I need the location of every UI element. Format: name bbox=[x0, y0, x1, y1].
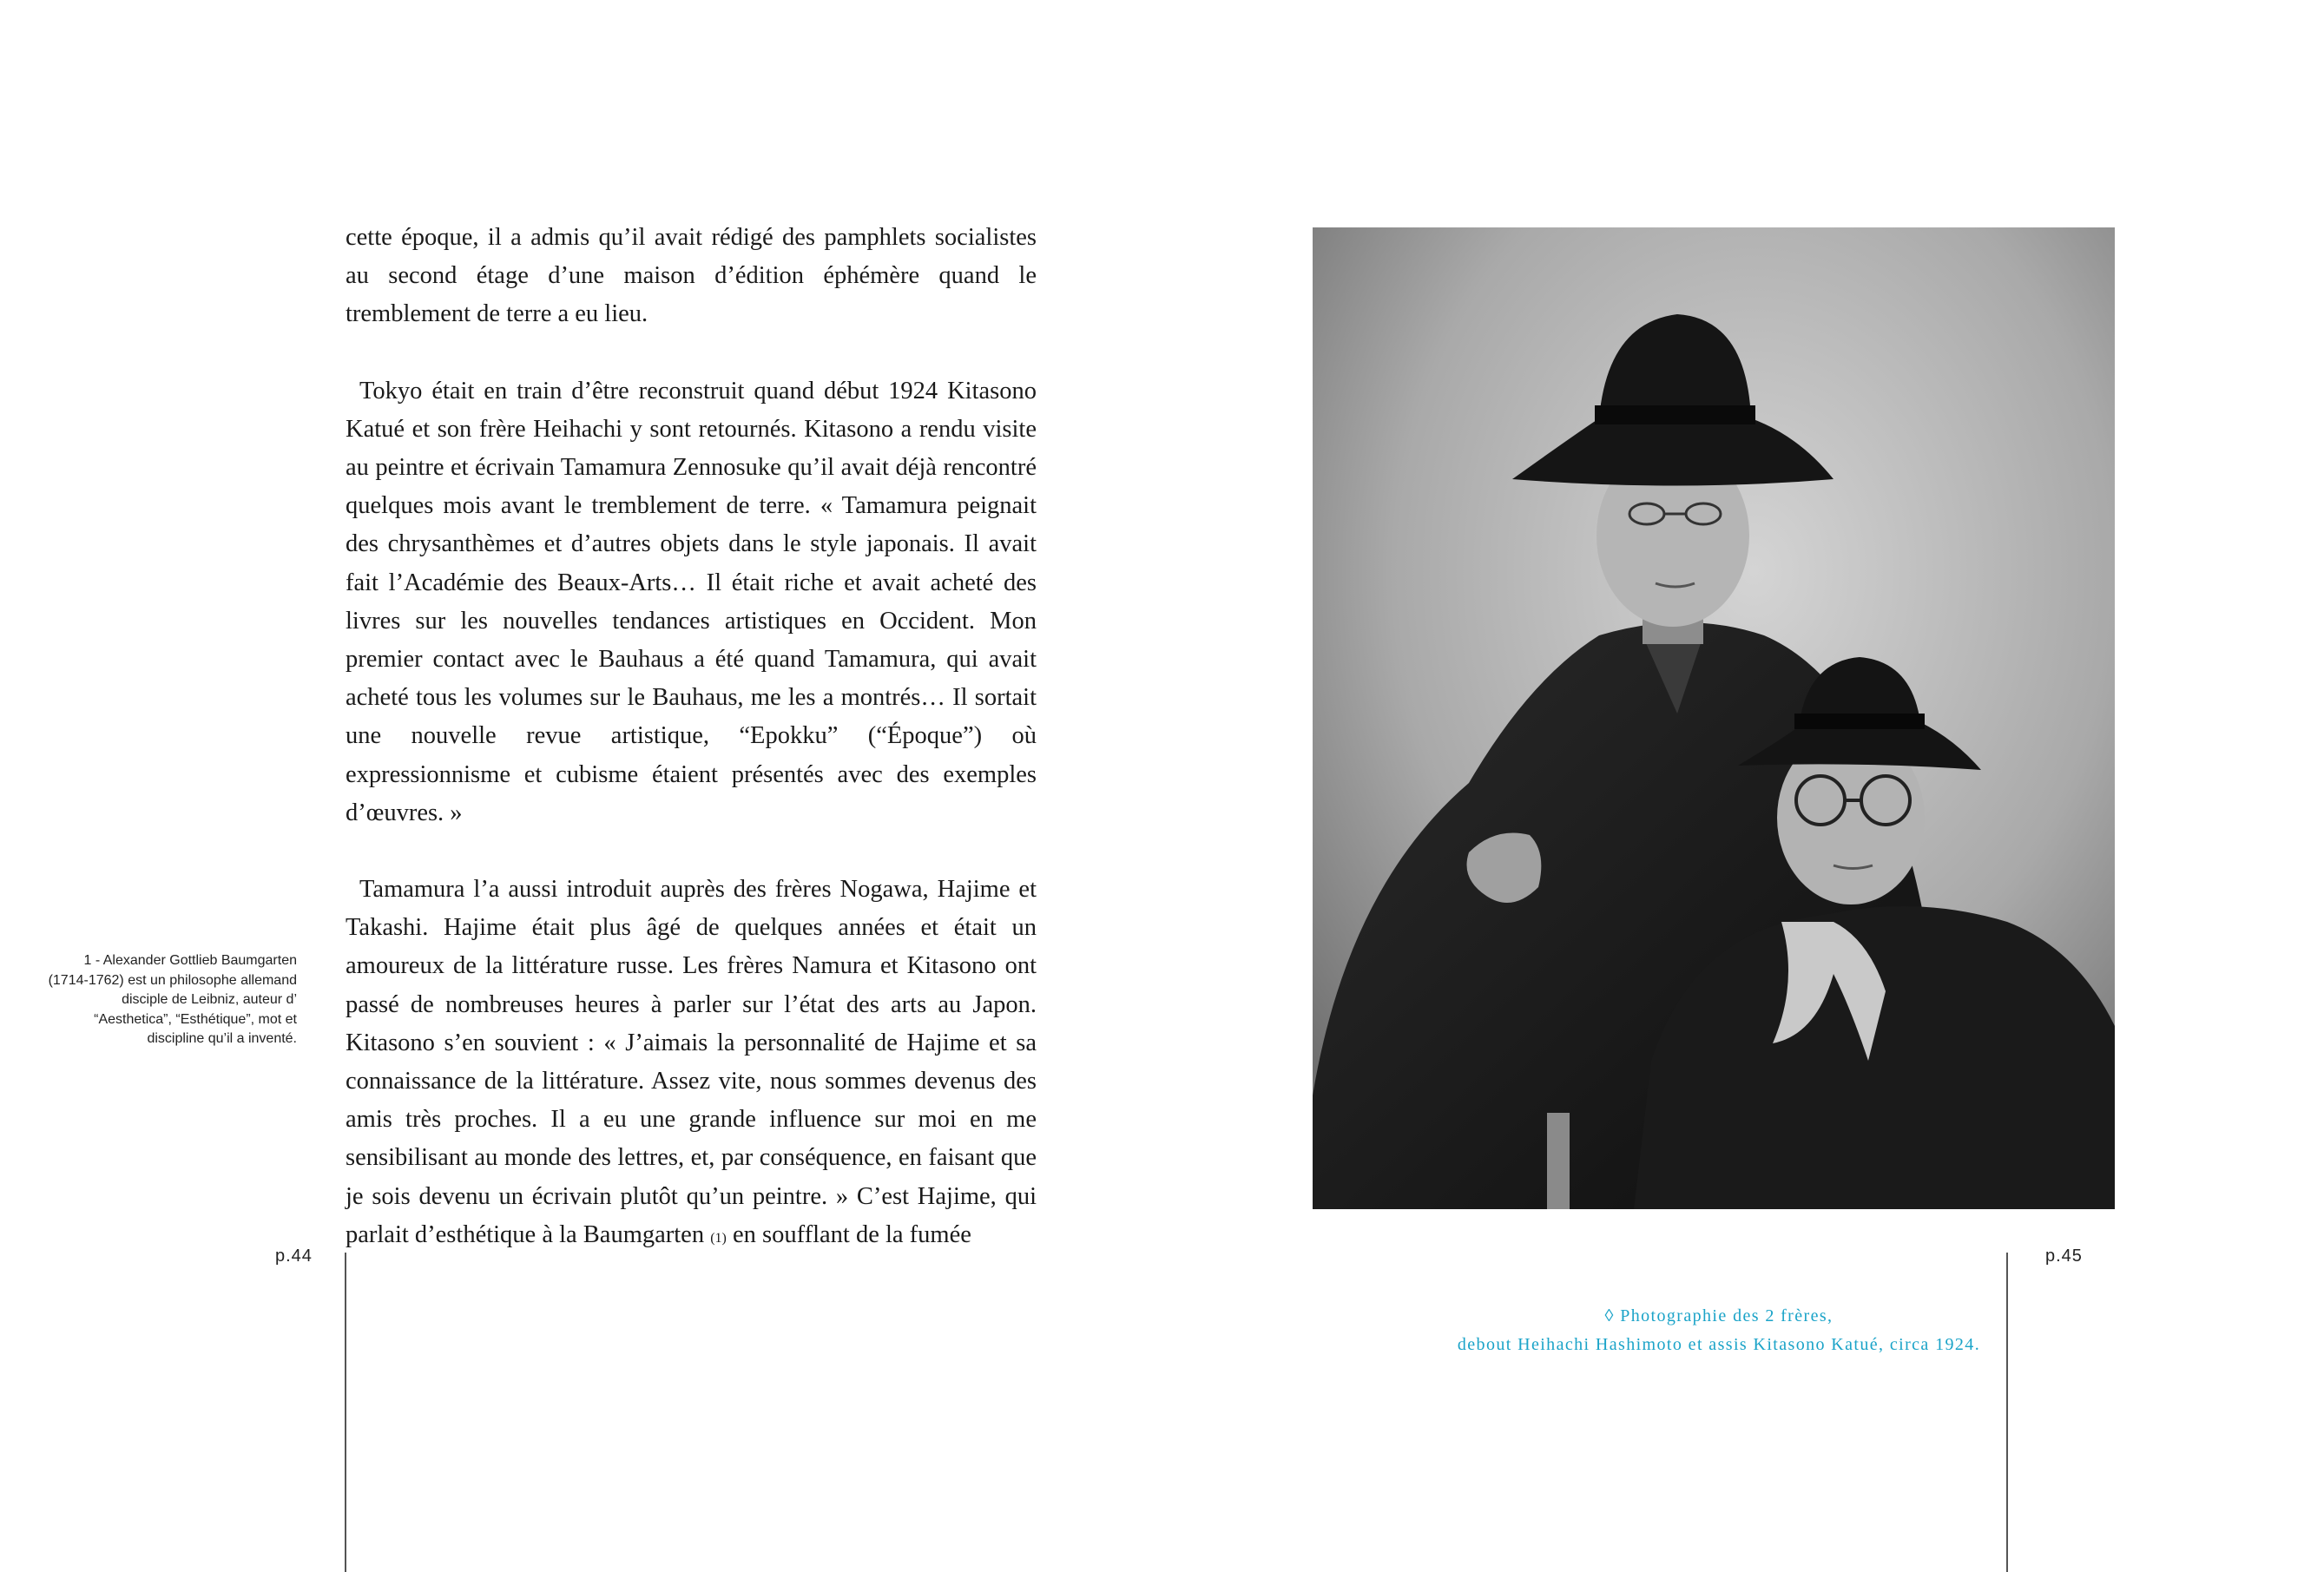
paragraph-2: Tokyo était en train d’être reconstruit quand début 1924 Kitasono Katué et son frère Heihachi y sont retournés. Kitasono a rendu visite au peintre et écrivain Tamamura Zennosuke qu’il avait déjà rencontré quelques mois avant le tremblement de terre. « Tamamura peignait des chrysanthèmes et d’autres objets dans le style japonais. Il avait fait l’Académie des Beaux-Arts… Il était riche et avait acheté des livres sur les nouvelles tendances artistiques en Occident. Mon premier contact avec le Bauhaus a été quand Tamamura, qui avait acheté tous les volumes sur le Bauhaus, me les a montrés… Il sortait une nouvelle revue artistique, “Epokku” (“Époque”) où expressionnisme et cubisme étaient présentés avec des exemples d’œuvres. » bbox=[346, 377, 1037, 826]
caption-line-2: debout Heihachi Hashimoto et assis Kitasono Katué, circa 1924. bbox=[1457, 1335, 1981, 1354]
footnote-reference[interactable]: (1) bbox=[710, 1230, 727, 1246]
photo-caption bbox=[1337, 1302, 2101, 1359]
left-margin-rule bbox=[345, 1253, 346, 1572]
paragraph-1: cette époque, il a admis qu’il avait rédigé des pamphlets socialistes au second étage d’une maison d’édition éphémère quand le tremblement de terre a eu lieu. bbox=[346, 224, 1037, 328]
footnote: 1 - Alexander Gottlieb Baumgarten (1714-1762) est un philosophe allemand disciple de Leibniz, auteur d’ “Aesthetica”, “Esthétique”, mot et discipline qu’il a inventé. bbox=[48, 953, 297, 1046]
paragraph-3-text: Tamamura l’a aussi introduit auprès des frères Nogawa, Hajime et Takashi. Hajime était plus âgé de quelques années et était un amoureux de la littérature russe. Les frères Namura et Kitasono ont passé de nombreuses heures à parler sur l’état des arts au Japon. Kitasono s’en souvient : « J’aimais la personnalité de Hajime et sa connaissance de la littérature. Assez vite, nous sommes devenus des amis très proches. Il a eu une grande influence sur moi en me sensibilisant au monde des lettres, et, par conséquence, en faisant que je sois devenu un écrivain plutôt qu’un peintre. » C’est Hajime, qui parlait d’esthétique à la Baumgarten bbox=[346, 876, 1037, 1248]
paragraph-3-text-end: en soufflant de la fumée bbox=[733, 1220, 971, 1248]
paragraph-3 bbox=[346, 871, 1037, 1258]
page-number-left: p.44 bbox=[275, 1246, 313, 1266]
photograph-illustration bbox=[1313, 227, 2115, 1209]
caption-line-1: ◊ Photographie des 2 frères, bbox=[1604, 1306, 1834, 1325]
page-number-right: p.45 bbox=[2045, 1246, 2083, 1266]
right-margin-rule bbox=[2006, 1253, 2008, 1572]
brothers-photograph bbox=[1313, 227, 2115, 1209]
main-text-column bbox=[346, 219, 1037, 1296]
